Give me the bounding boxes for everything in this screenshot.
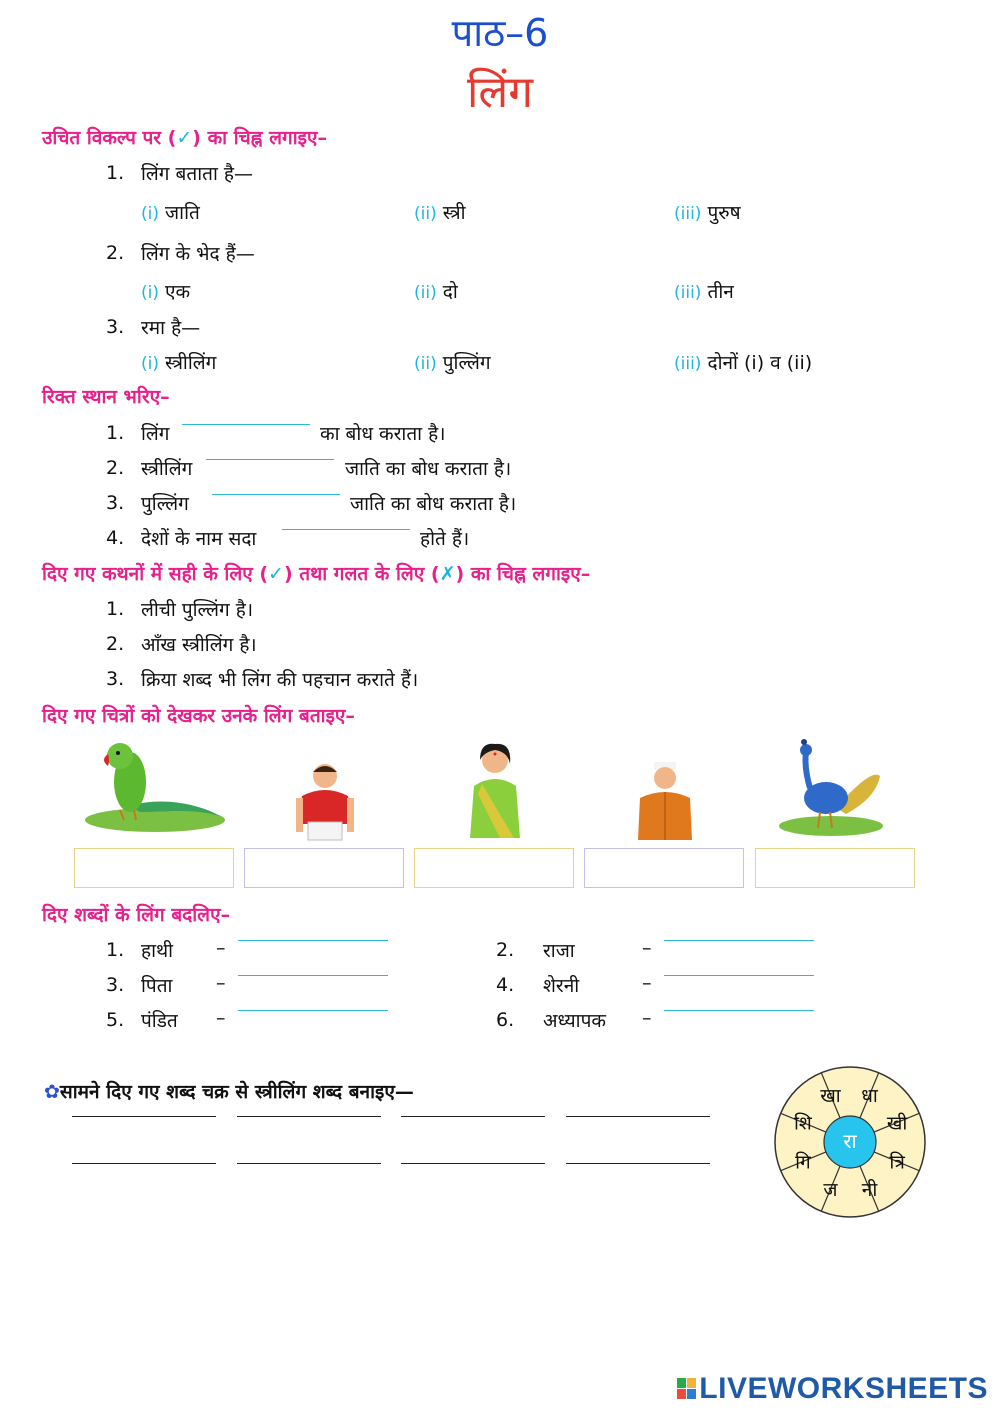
word-blank-3[interactable] xyxy=(238,975,388,976)
lesson-number: पाठ–6 xyxy=(451,11,549,55)
section1-heading: उचित विकल्प पर (✓) का चिह्न लगाइए– xyxy=(42,127,327,149)
word-dash: – xyxy=(642,1007,652,1029)
statement-number: 2. xyxy=(106,633,125,655)
word-text: शेरनी xyxy=(543,975,580,997)
wheel-blank-5[interactable] xyxy=(72,1163,216,1164)
wheel-letter: गि xyxy=(795,1151,811,1174)
wheel-blank-7[interactable] xyxy=(401,1163,545,1164)
word-number: 4. xyxy=(496,974,515,996)
word-dash: – xyxy=(216,972,226,994)
word-dash: – xyxy=(216,1007,226,1029)
wheel-blank-4[interactable] xyxy=(566,1116,710,1117)
word-number: 2. xyxy=(496,939,515,961)
fill-pre: स्त्रीलिंग xyxy=(141,458,193,480)
q2-number: 2. xyxy=(106,242,125,264)
q1-option-3[interactable]: (iii) पुरुष xyxy=(674,202,741,224)
fill-blank-2[interactable] xyxy=(206,459,334,460)
q2-option-2[interactable]: (ii) दो xyxy=(414,281,458,303)
word-number: 5. xyxy=(106,1009,125,1031)
word-number: 3. xyxy=(106,974,125,996)
section2-heading: रिक्त स्थान भरिए– xyxy=(42,386,170,408)
wheel-center-letter: रा xyxy=(843,1129,857,1153)
statement-number: 3. xyxy=(106,668,125,690)
fill-pre: पुल्लिंग xyxy=(141,493,189,515)
answer-box-woman[interactable] xyxy=(414,848,574,888)
flower-icon: ✿ xyxy=(44,1081,60,1103)
fill-pre: लिंग xyxy=(141,423,170,445)
fill-post: जाति का बोध कराता है। xyxy=(345,458,512,480)
cross-icon: ✗ xyxy=(439,563,456,585)
wheel-letter: धा xyxy=(861,1084,878,1107)
section4-heading: दिए गए चित्रों को देखकर उनके लिंग बताइए– xyxy=(42,705,355,727)
wheel-blank-2[interactable] xyxy=(237,1116,381,1117)
fill-post: का बोध कराता है। xyxy=(320,423,446,445)
fill-number: 4. xyxy=(106,527,125,549)
q3-option-2[interactable]: (ii) पुल्लिंग xyxy=(414,352,491,374)
wheel-letter: ज xyxy=(823,1179,838,1202)
wheel-blank-6[interactable] xyxy=(237,1163,381,1164)
answer-box-man[interactable] xyxy=(244,848,404,888)
word-text: पिता xyxy=(141,975,173,997)
woman-picture xyxy=(460,738,530,842)
statement-number: 1. xyxy=(106,598,125,620)
q1-text: लिंग बताता है— xyxy=(141,163,254,185)
word-text: अध्यापक xyxy=(543,1010,606,1032)
fill-number: 2. xyxy=(106,457,125,479)
fill-number: 3. xyxy=(106,492,125,514)
word-dash: – xyxy=(642,972,652,994)
wheel-blank-8[interactable] xyxy=(566,1163,710,1164)
q2-text: लिंग के भेद हैं— xyxy=(141,243,255,265)
wheel-letter: खी xyxy=(886,1112,908,1135)
q3-text: रमा है— xyxy=(141,317,201,339)
section6-heading: ✿सामने दिए गए शब्द चक्र से स्त्रीलिंग शब्द बनाइए— xyxy=(44,1081,414,1103)
answer-box-old-man[interactable] xyxy=(584,848,744,888)
liveworksheets-logo: LIVEWORKSHEETS xyxy=(677,1372,988,1406)
word-blank-2[interactable] xyxy=(664,940,814,941)
wheel-blank-1[interactable] xyxy=(72,1116,216,1117)
fill-blank-3[interactable] xyxy=(212,494,340,495)
word-number: 1. xyxy=(106,939,125,961)
parrot-picture xyxy=(80,736,230,838)
fill-pre: देशों के नाम सदा xyxy=(141,528,257,550)
q1-option-2[interactable]: (ii) स्त्री xyxy=(414,202,466,224)
wheel-letter: त्रि xyxy=(889,1151,905,1174)
wheel-letter: खा xyxy=(820,1084,841,1107)
q3-option-1[interactable]: (i) स्त्रीलिंग xyxy=(141,352,217,374)
word-dash: – xyxy=(216,937,226,959)
answer-box-peacock[interactable] xyxy=(755,848,915,888)
q3-option-3[interactable]: (iii) दोनों (i) व (ii) xyxy=(674,352,813,374)
q2-option-1[interactable]: (i) एक xyxy=(141,281,191,303)
word-number: 6. xyxy=(496,1009,515,1031)
fill-number: 1. xyxy=(106,422,125,444)
word-blank-6[interactable] xyxy=(664,1010,814,1011)
man-picture xyxy=(290,762,360,842)
statement-text: क्रिया शब्द भी लिंग की पहचान कराते हैं। xyxy=(141,669,419,691)
fill-post: होते हैं। xyxy=(420,528,470,550)
wheel-letter: नी xyxy=(861,1179,878,1202)
q2-option-3[interactable]: (iii) तीन xyxy=(674,281,734,303)
fill-post: जाति का बोध कराता है। xyxy=(350,493,517,515)
wheel-letter: शि xyxy=(793,1112,812,1135)
word-wheel xyxy=(772,1064,928,1220)
word-blank-1[interactable] xyxy=(238,940,388,941)
q1-option-1[interactable]: (i) जाति xyxy=(141,202,200,224)
answer-box-parrot[interactable] xyxy=(74,848,234,888)
word-blank-5[interactable] xyxy=(238,1010,388,1011)
q3-number: 3. xyxy=(106,316,125,338)
tick-icon: ✓ xyxy=(268,563,284,585)
word-blank-4[interactable] xyxy=(664,975,814,976)
peacock-picture xyxy=(776,738,886,838)
word-text: राजा xyxy=(543,940,575,962)
section5-heading: दिए शब्दों के लिंग बदलिए– xyxy=(42,904,231,926)
statement-text: लीची पुल्लिंग है। xyxy=(141,599,254,621)
wheel-blank-3[interactable] xyxy=(401,1116,545,1117)
statement-text: आँख स्त्रीलिंग है। xyxy=(141,634,257,656)
lesson-title: लिंग xyxy=(467,67,533,118)
q1-number: 1. xyxy=(106,162,125,184)
fill-blank-4[interactable] xyxy=(282,529,410,530)
word-dash: – xyxy=(642,937,652,959)
word-text: हाथी xyxy=(141,940,174,962)
tick-icon: ✓ xyxy=(176,127,193,149)
old-man-picture xyxy=(630,762,700,842)
word-text: पंडित xyxy=(141,1010,178,1032)
section3-heading: दिए गए कथनों में सही के लिए (✓) तथा गलत के लिए (✗) का चिह्न लगाइए– xyxy=(42,563,591,585)
fill-blank-1[interactable] xyxy=(182,424,310,425)
liveworksheets-icon xyxy=(677,1374,697,1396)
